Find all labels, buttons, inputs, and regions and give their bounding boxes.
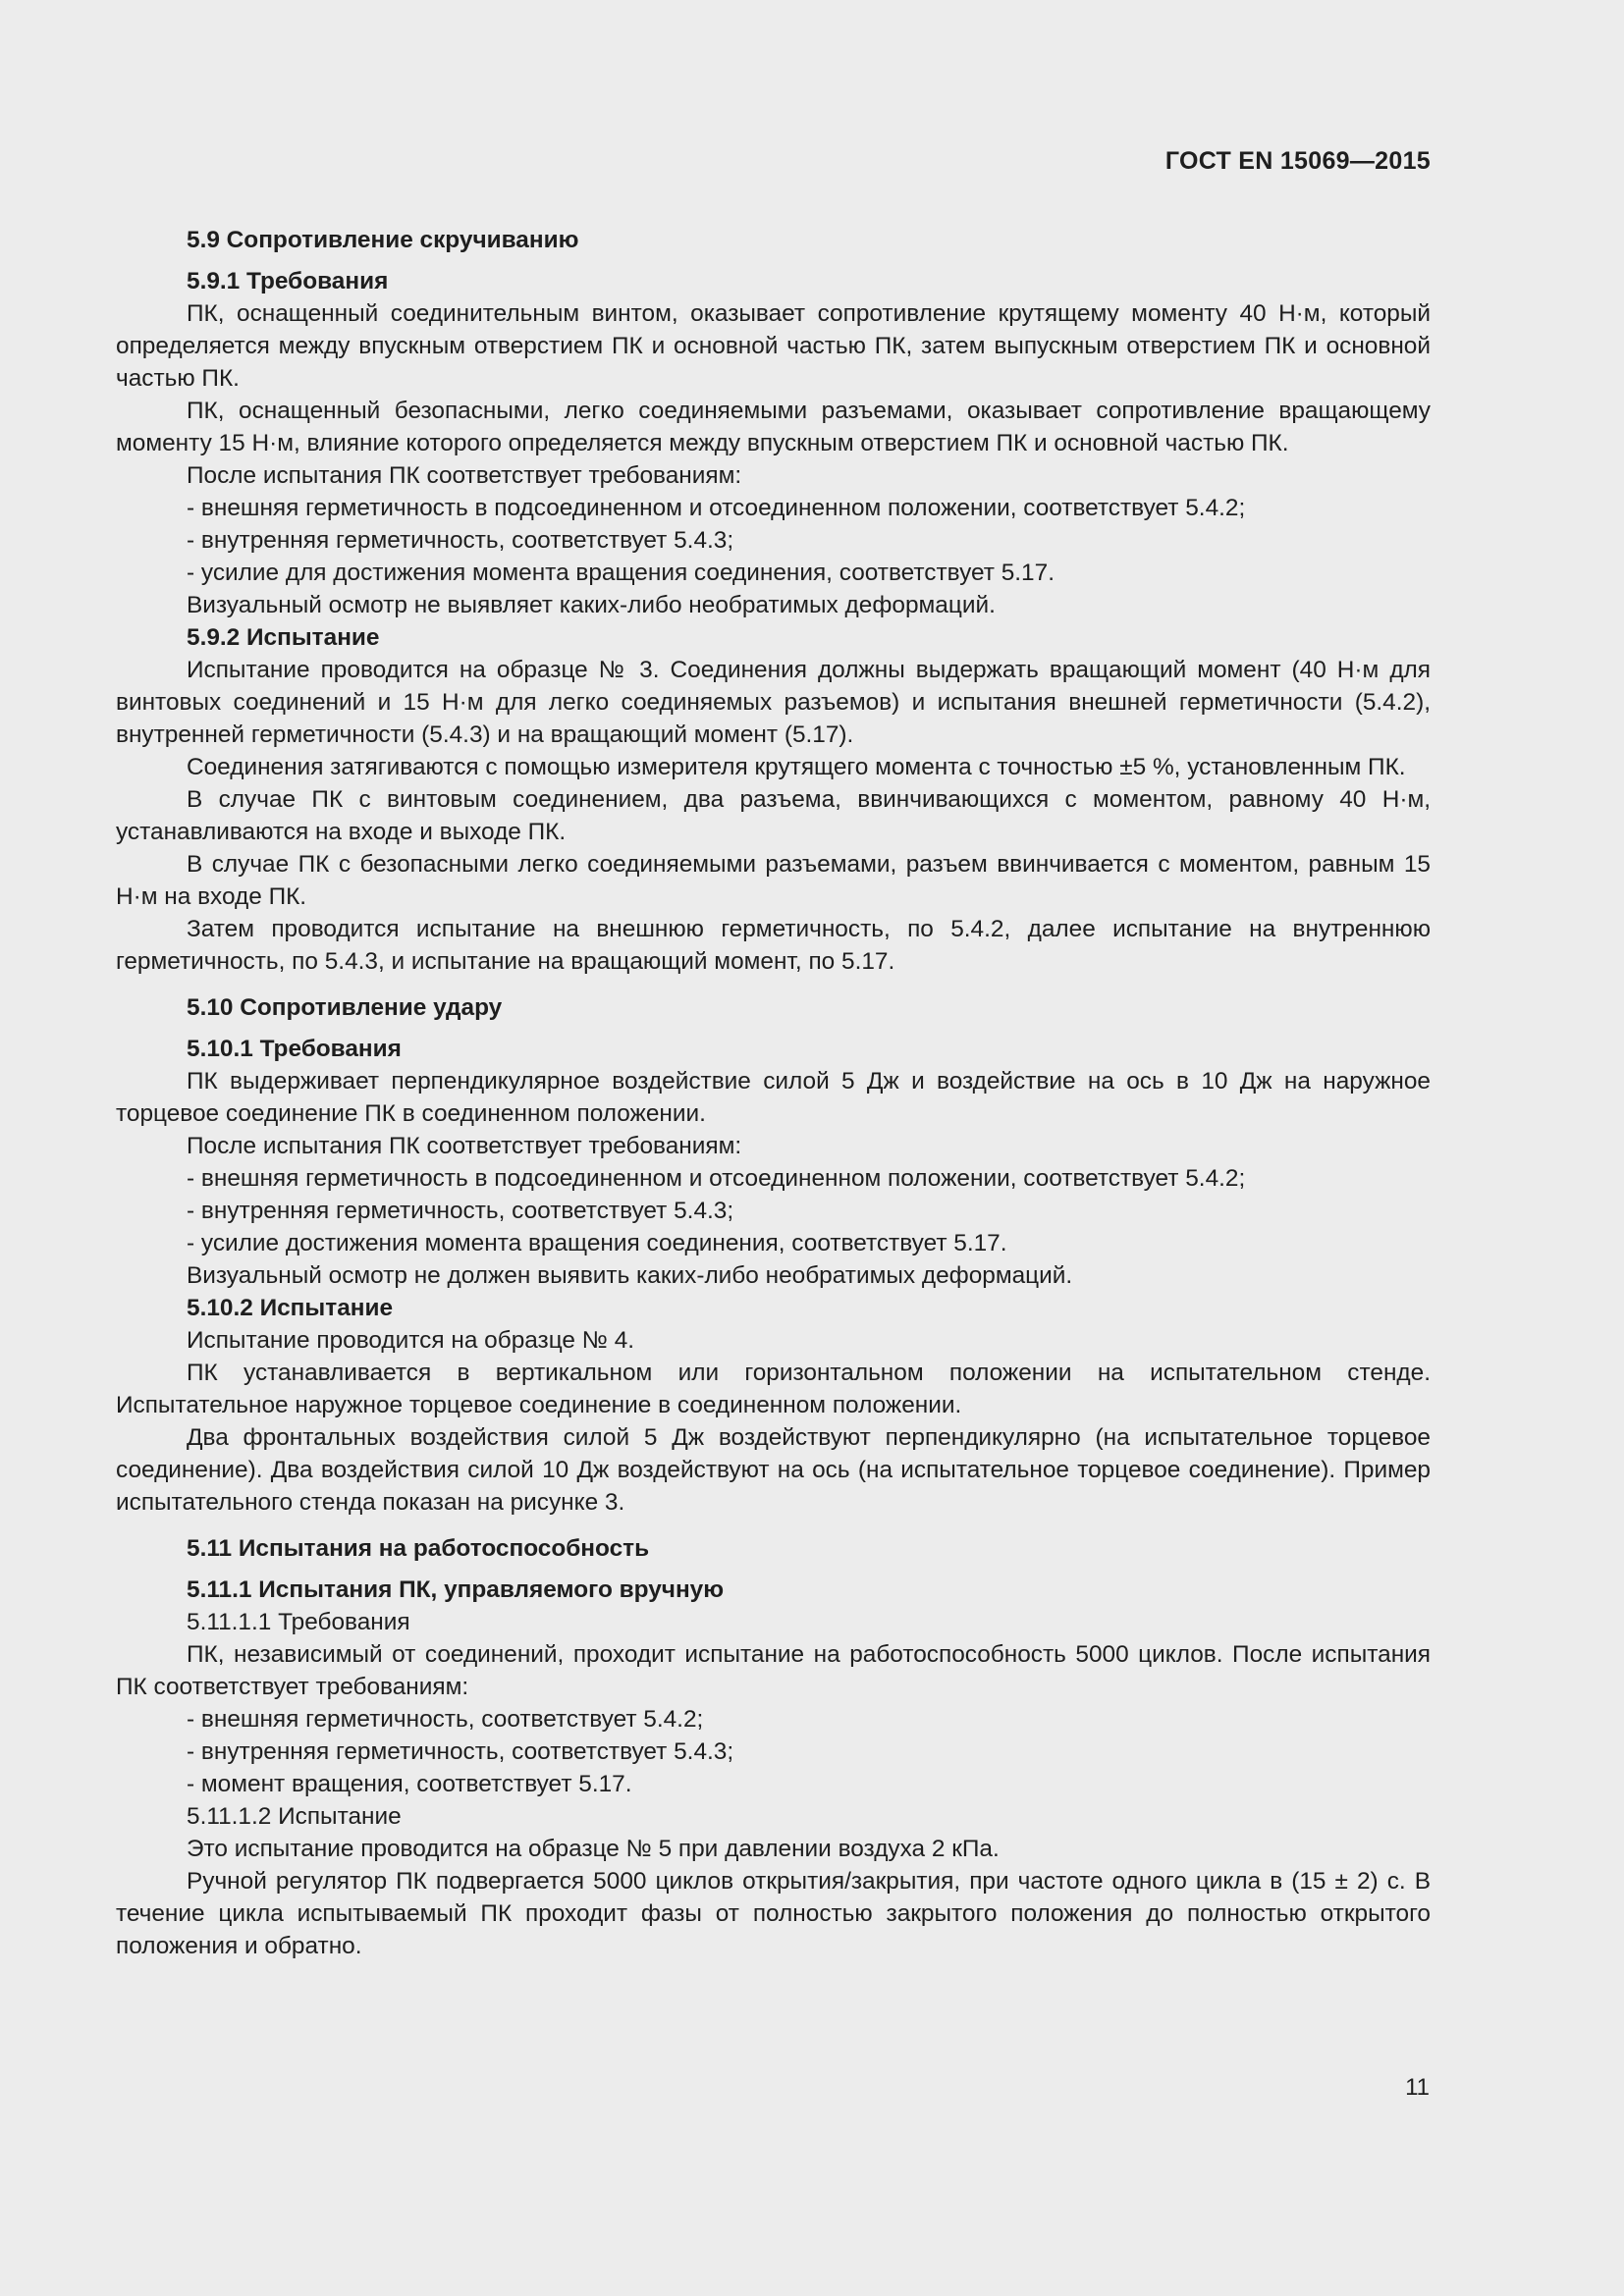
- paragraph: Затем проводится испытание на внешнюю герметичность, по 5.4.2, далее испытание на внутреннюю герметичность, по 5.4.3, и испытание на вращающий момент, по 5.17.: [116, 916, 1431, 975]
- clause-heading: 5.11.1.2 Испытание: [187, 1803, 402, 1830]
- paragraph: Ручной регулятор ПК подвергается 5000 циклов открытия/закрытия, при частоте одного цикла в (15 ± 2) с. В течение цикла испытываемый ПК проходит фазы от полностью закрытого положения до полностью открытого положения и обратно.: [116, 1868, 1431, 1959]
- list-item: - внутренняя герметичность, соответствует 5.4.3;: [187, 1738, 734, 1765]
- list-item: - внешняя герметичность, соответствует 5.4.2;: [187, 1706, 704, 1733]
- list-item: - усилие для достижения момента вращения соединения, соответствует 5.17.: [187, 560, 1055, 586]
- list-item: - внешняя герметичность в подсоединенном и отсоединенном положении, соответствует 5.4.2;: [187, 495, 1246, 521]
- paragraph: Соединения затягиваются с помощью измерителя крутящего момента с точностью ±5 %, установленным ПК.: [187, 754, 1406, 780]
- section-heading: 5.9 Сопротивление скручиванию: [187, 227, 579, 253]
- paragraph: ПК, оснащенный безопасными, легко соединяемыми разъемами, оказывает сопротивление вращающему моменту 15 Н·м, влияние которого определяется между впускным отверстием ПК и основной частью ПК.: [116, 398, 1431, 456]
- subsection-heading: 5.9.1 Требования: [187, 268, 389, 294]
- clause-heading: 5.11.1.1 Требования: [187, 1609, 410, 1635]
- section-heading: 5.11 Испытания на работоспособность: [187, 1535, 650, 1562]
- list-item: - внешняя герметичность в подсоединенном и отсоединенном положении, соответствует 5.4.2;: [187, 1165, 1246, 1192]
- paragraph: Визуальный осмотр не выявляет каких-либо необратимых деформаций.: [187, 592, 996, 618]
- paragraph: После испытания ПК соответствует требованиям:: [187, 1133, 742, 1159]
- list-item: - момент вращения, соответствует 5.17.: [187, 1771, 632, 1797]
- subsection-heading: 5.10.1 Требования: [187, 1036, 402, 1062]
- list-item: - внутренняя герметичность, соответствует 5.4.3;: [187, 527, 734, 554]
- subsection-heading: 5.10.2 Испытание: [187, 1295, 394, 1321]
- paragraph: В случае ПК с безопасными легко соединяемыми разъемами, разъем ввинчивается с моментом, равным 15 Н·м на входе ПК.: [116, 851, 1431, 910]
- paragraph: Это испытание проводится на образце № 5 при давлении воздуха 2 кПа.: [187, 1836, 1000, 1862]
- section-heading: 5.10 Сопротивление удару: [187, 994, 503, 1021]
- subsection-heading: 5.11.1 Испытания ПК, управляемого вручную: [187, 1576, 725, 1603]
- paragraph: ПК, оснащенный соединительным винтом, оказывает сопротивление крутящему моменту 40 Н·м, который определяется между впускным отверстием ПК и основной частью ПК, затем выпускным отверстием ПК и основной частью ПК.: [116, 300, 1431, 392]
- page-number: 11: [1405, 2074, 1430, 2101]
- list-item: - усилие достижения момента вращения соединения, соответствует 5.17.: [187, 1230, 1007, 1256]
- subsection-heading: 5.9.2 Испытание: [187, 624, 380, 651]
- paragraph: В случае ПК с винтовым соединением, два разъема, ввинчивающихся с моментом, равному 40 Н·м, устанавливаются на входе и выходе ПК.: [116, 786, 1431, 845]
- paragraph: Два фронтальных воздействия силой 5 Дж воздействуют перпендикулярно (на испытательное торцевое соединение). Два воздействия силой 10 Дж воздействуют на ось (на испытательное торцевое соединение). Пример испытательного стенда показан на рисунке 3.: [116, 1424, 1431, 1516]
- paragraph: ПК устанавливается в вертикальном или горизонтальном положении на испытательном стенде. Испытательное наружное торцевое соединение в соединенном положении.: [116, 1360, 1431, 1418]
- paragraph: Испытание проводится на образце № 3. Соединения должны выдержать вращающий момент (40 Н·м для винтовых соединений и 15 Н·м для легко соединяемых разъемов) и испытания внешней герметичности (5.4.2), внутренней герметичности (5.4.3) и на вращающий момент (5.17).: [116, 657, 1431, 748]
- paragraph: Испытание проводится на образце № 4.: [187, 1327, 635, 1354]
- paragraph: ПК выдерживает перпендикулярное воздействие силой 5 Дж и воздействие на ось в 10 Дж на наружное торцевое соединение ПК в соединенном положении.: [116, 1068, 1431, 1127]
- paragraph: ПК, независимый от соединений, проходит испытание на работоспособность 5000 циклов. После испытания ПК соответствует требованиям:: [116, 1641, 1431, 1700]
- document-body: [116, 224, 1431, 1962]
- document-code: ГОСТ EN 15069—2015: [1164, 147, 1431, 175]
- list-item: - внутренняя герметичность, соответствует 5.4.3;: [187, 1198, 734, 1224]
- paragraph: Визуальный осмотр не должен выявить каких-либо необратимых деформаций.: [187, 1262, 1073, 1289]
- paragraph: После испытания ПК соответствует требованиям:: [187, 462, 742, 489]
